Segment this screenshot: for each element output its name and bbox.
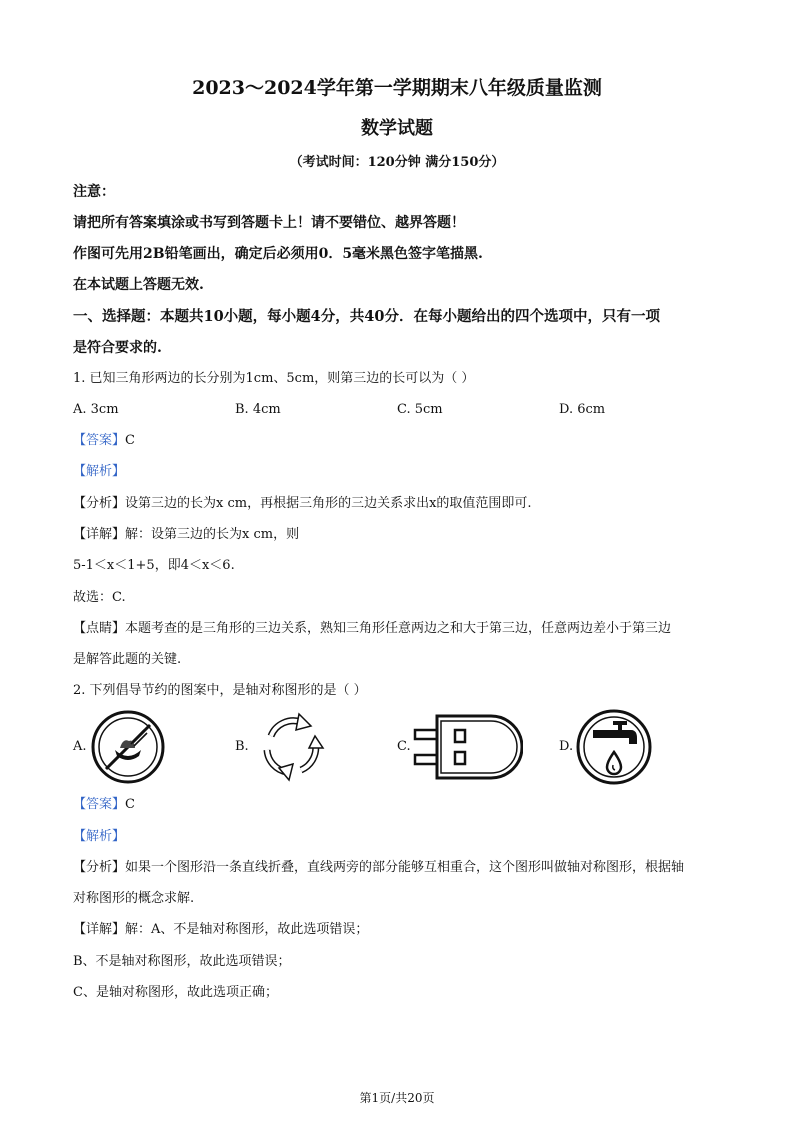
q2-stem: 2. 下列倡导节约的图案中，是轴对称图形的是（ ）	[73, 683, 367, 698]
q1-step: 5-1＜x＜1+5，即4＜x＜6.	[73, 558, 235, 573]
q2-analysis-tag: 【解析】	[73, 829, 126, 844]
q1-fenxi	[73, 495, 532, 513]
q2-fenxi-cont: 对称图形的概念求解.	[73, 891, 195, 906]
q1-answer	[73, 432, 135, 450]
q1-option-c: C. 5cm	[397, 402, 443, 417]
q2-xiangjie	[73, 921, 368, 939]
notes-heading: 注意：	[73, 184, 115, 200]
water-tap-icon	[573, 708, 655, 786]
xiangjie-tag: 【详解】	[73, 527, 126, 542]
q2-fenxi-text: 如果一个图形沿一条直线折叠，直线两旁的部分能够互相重合，这个图形叫做轴对称图形，根据轴	[125, 860, 685, 875]
q1-xiangjie	[73, 526, 299, 544]
exam-title: 2023～2024学年第一学期期末八年级质量监测	[192, 77, 602, 99]
q1-option-b: B. 4cm	[235, 402, 281, 417]
dianjing-tag: 【点睛】	[73, 621, 126, 636]
q1-dianjing	[73, 620, 671, 638]
q2-option-a-label: A.	[73, 739, 87, 754]
q1-option-a: A. 3cm	[73, 402, 119, 417]
q2-option-c-explanation: C、是轴对称图形，故此选项正确；	[73, 985, 278, 1000]
q2-option-b-label: B.	[235, 739, 249, 754]
q1-option-d: D. 6cm	[559, 402, 606, 417]
recycle-icon	[249, 708, 331, 786]
fenxi-tag: 【分析】	[73, 860, 126, 875]
q2-answer-value: C	[125, 797, 135, 812]
q2-option-d-label: D.	[559, 739, 574, 754]
exam-time-info: （考试时间：120分钟 满分150分）	[289, 155, 505, 170]
q2-option-b	[235, 708, 335, 788]
q2-option-b-explanation: B、不是轴对称图形，故此选项错误；	[73, 954, 291, 969]
no-food-waste-icon	[87, 708, 169, 786]
q1-dianjing-text: 本题考查的是三角形的三边关系，熟知三角形任意两边之和大于第三边，任意两边差小于第三边	[125, 621, 672, 636]
q2-xiangjie-text: 解：A、不是轴对称图形，故此选项错误；	[125, 922, 369, 937]
q1-fenxi-text: 设第三边的长为x cm，再根据三角形的三边关系求出x的取值范围即可.	[125, 496, 532, 511]
answer-tag: 【答案】	[73, 433, 126, 448]
page-number: 第1页/共20页	[359, 1091, 435, 1105]
section-heading-line-1: 一、选择题：本题共10小题，每小题4分，共40分．在每小题给出的四个选项中，只有一项	[73, 308, 660, 325]
q2-answer	[73, 796, 135, 814]
q1-stem: 1. 已知三角形两边的长分别为1cm、5cm，则第三边的长可以为（ ）	[73, 371, 475, 386]
section-heading-line-2: 是符合要求的.	[73, 340, 162, 356]
q2-option-c-label: C.	[397, 739, 411, 754]
q1-dianjing-cont: 是解答此题的关键.	[73, 652, 182, 667]
note-item-3: 在本试题上答题无效.	[73, 277, 204, 293]
q1-conclusion: 故选：C.	[73, 590, 126, 605]
q1-analysis-tag: 【解析】	[73, 464, 126, 479]
xiangjie-tag: 【详解】	[73, 922, 126, 937]
power-plug-icon	[411, 708, 523, 786]
q2-figure-options	[73, 708, 673, 788]
q1-answer-value: C	[125, 433, 135, 448]
note-item-2: 作图可先用2B铅笔画出，确定后必须用0．5毫米黑色签字笔描黑.	[73, 246, 483, 262]
q2-option-a	[73, 708, 173, 788]
exam-subtitle: 数学试题	[361, 118, 433, 139]
answer-tag: 【答案】	[73, 797, 126, 812]
fenxi-tag: 【分析】	[73, 496, 126, 511]
q2-option-d	[559, 708, 659, 788]
q2-fenxi	[73, 859, 684, 877]
q1-xiangjie-text: 解：设第三边的长为x cm，则	[125, 527, 300, 542]
note-item-1: 请把所有答案填涂或书写到答题卡上！请不要错位、越界答题！	[73, 215, 465, 231]
q2-option-c	[397, 708, 527, 788]
